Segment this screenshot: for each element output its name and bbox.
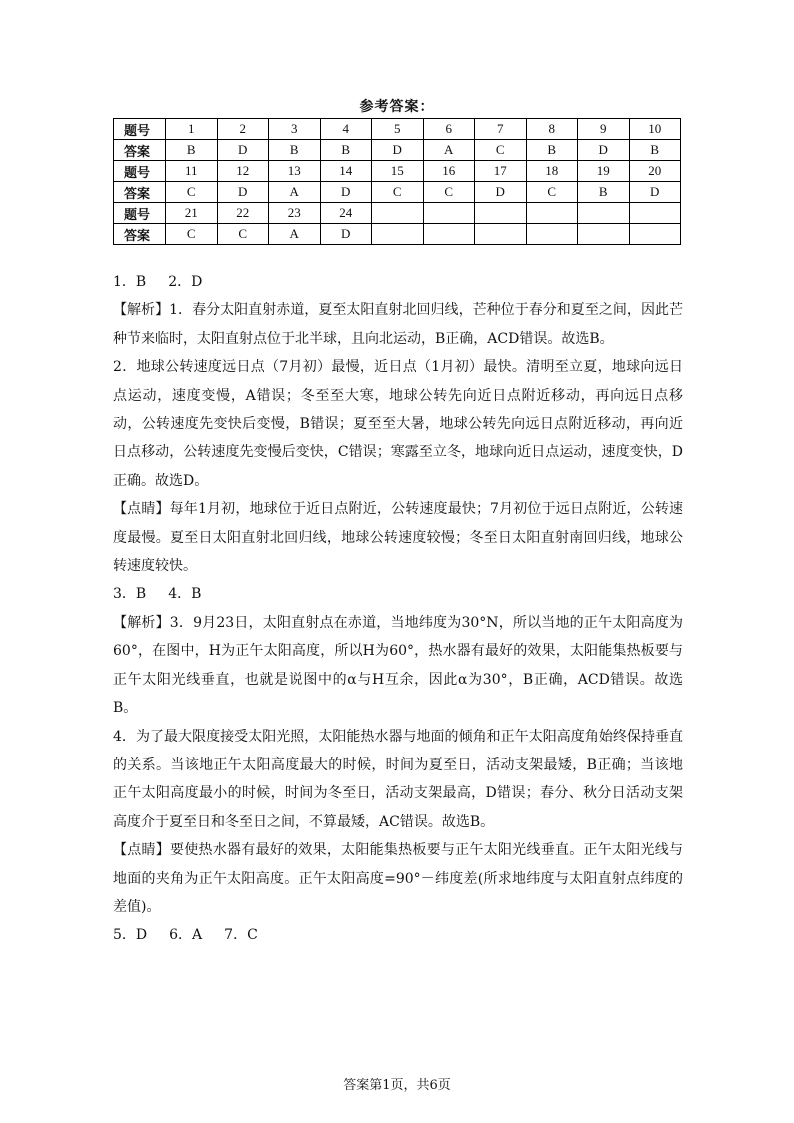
row-header: 答案 bbox=[114, 140, 166, 161]
row-header: 题号 bbox=[114, 119, 166, 140]
table-cell: 20 bbox=[629, 161, 681, 182]
answer-item: 1．B bbox=[113, 274, 147, 290]
table-cell bbox=[629, 203, 681, 224]
table-cell bbox=[526, 203, 578, 224]
tip-paragraph bbox=[113, 495, 683, 580]
table-cell: D bbox=[629, 182, 681, 203]
table-cell bbox=[475, 224, 527, 245]
table-cell: C bbox=[166, 182, 218, 203]
table-cell: D bbox=[217, 182, 269, 203]
table-cell: B bbox=[269, 140, 321, 161]
answer-table-row bbox=[114, 140, 681, 161]
analysis-text: 1．春分太阳直射赤道，夏至太阳直射北回归线，芒种位于春分和夏至之间，因此芒种节来临时，太阳直射点位于北半球，且向北运动，B正确，ACD错误。故选B。 bbox=[113, 302, 683, 347]
table-cell: 9 bbox=[578, 119, 630, 140]
row-header: 题号 bbox=[114, 161, 166, 182]
table-cell: 2 bbox=[217, 119, 269, 140]
table-cell: 4 bbox=[320, 119, 372, 140]
table-cell bbox=[372, 224, 424, 245]
answer-table bbox=[113, 118, 681, 245]
table-cell: D bbox=[320, 224, 372, 245]
answer-table-row bbox=[114, 224, 681, 245]
table-cell: A bbox=[269, 182, 321, 203]
table-cell: D bbox=[217, 140, 269, 161]
table-cell: 15 bbox=[372, 161, 424, 182]
table-cell: C bbox=[526, 182, 578, 203]
tip-paragraph bbox=[113, 836, 683, 921]
answer-item: 6．A bbox=[169, 927, 203, 944]
answer-item: 5．D bbox=[113, 927, 148, 944]
table-cell: D bbox=[578, 140, 630, 161]
table-cell: 3 bbox=[269, 119, 321, 140]
table-cell: B bbox=[629, 140, 681, 161]
analysis-paragraph: 2．地球公转速度远日点（7月初）最慢，近日点（1月初）最快。清明至立夏，地球向远日点运动，速度变慢，A错误；冬至至大寒，地球公转先向近日点附近移动，再向远日点移动，公转速度先变快后变慢，B错误；夏至至大暑，地球公转先向远日点附近移动，再向近日点移动，公转速度先变慢后变快，C错误；寒露至立冬，地球向近日点运动，速度变快，D正确。故选D。 bbox=[113, 359, 683, 489]
table-cell: 19 bbox=[578, 161, 630, 182]
table-cell: B bbox=[166, 140, 218, 161]
table-cell: C bbox=[217, 224, 269, 245]
row-header: 答案 bbox=[114, 224, 166, 245]
answer-table-row bbox=[114, 182, 681, 203]
table-cell: D bbox=[372, 140, 424, 161]
analysis-text: 3．9月23日，太阳直射点在赤道，当地纬度为30°N，所以当地的正午太阳高度为60°，在图中，H为正午太阳高度，所以H为60°，热水器有最好的效果，太阳能集热板要与正午太阳光线垂直，也就是说图中的α与H互余，因此α为30°，B正确，ACD错误。故选B。 bbox=[113, 614, 684, 717]
tip-text: 每年1月初，地球位于近日点附近，公转速度最快；7月初位于远日点附近，公转速度最慢。夏至日太阳直射北回归线，地球公转速度较慢；冬至日太阳直射南回归线，地球公转速度较快。 bbox=[113, 501, 684, 575]
table-cell: C bbox=[423, 182, 475, 203]
table-cell: 18 bbox=[526, 161, 578, 182]
table-cell: C bbox=[475, 140, 527, 161]
table-cell: 11 bbox=[166, 161, 218, 182]
table-cell: B bbox=[320, 140, 372, 161]
table-cell bbox=[629, 224, 681, 245]
table-cell: 24 bbox=[320, 203, 372, 224]
table-cell: 6 bbox=[423, 119, 475, 140]
table-cell: 10 bbox=[629, 119, 681, 140]
analysis-tag: 【解析】 bbox=[113, 614, 170, 631]
table-cell bbox=[475, 203, 527, 224]
table-cell: 21 bbox=[166, 203, 218, 224]
table-cell: 14 bbox=[320, 161, 372, 182]
table-cell bbox=[372, 203, 424, 224]
table-cell bbox=[423, 224, 475, 245]
answers-3-4 bbox=[113, 580, 683, 608]
table-cell: 12 bbox=[217, 161, 269, 182]
analysis-tag: 【解析】 bbox=[113, 302, 170, 319]
answer-item: 3．B bbox=[113, 586, 147, 603]
table-cell: D bbox=[475, 182, 527, 203]
analysis-paragraph bbox=[113, 296, 683, 353]
row-header: 题号 bbox=[114, 203, 166, 224]
table-cell: A bbox=[269, 224, 321, 245]
row-header: 答案 bbox=[114, 182, 166, 203]
table-cell bbox=[578, 203, 630, 224]
table-cell: C bbox=[166, 224, 218, 245]
page-title: 参考答案： bbox=[359, 99, 435, 115]
tip-text: 要使热水器有最好的效果，太阳能集热板要与正午太阳光线垂直。正午太阳光线与地面的夹角为正午太阳高度。正午太阳高度=90°－纬度差(所求地纬度与太阳直射点纬度的差值)。 bbox=[113, 842, 684, 915]
tip-tag: 【点睛】 bbox=[113, 842, 171, 859]
table-cell: 23 bbox=[269, 203, 321, 224]
table-cell: C bbox=[372, 182, 424, 203]
table-cell bbox=[526, 224, 578, 245]
tip-tag: 【点睛】 bbox=[113, 501, 170, 518]
table-cell: A bbox=[423, 140, 475, 161]
table-cell: 16 bbox=[423, 161, 475, 182]
table-cell: B bbox=[526, 140, 578, 161]
page-footer: 答案第1页，共6页 bbox=[343, 1078, 451, 1093]
analysis-paragraph: 4．为了最大限度接受太阳光照，太阳能热水器与地面的倾角和正午太阳高度角始终保持垂直的关系。当该地正午太阳高度最大的时候，时间为夏至日，活动支架最矮，B正确；当该地正午太阳高度最小的时候，时间为冬至日，活动支架最高，D错误；春分、秋分日活动支架高度介于夏至日和冬至日之间，不算最矮，AC错误。故选B。 bbox=[113, 728, 683, 830]
table-cell: 22 bbox=[217, 203, 269, 224]
table-cell: 1 bbox=[166, 119, 218, 140]
analysis-paragraph bbox=[113, 609, 683, 723]
answers-1-2 bbox=[113, 268, 683, 296]
answers-5-7 bbox=[113, 921, 683, 949]
table-cell: 5 bbox=[372, 119, 424, 140]
table-cell bbox=[578, 224, 630, 245]
answer-item: 4．B bbox=[168, 586, 202, 603]
table-cell: 7 bbox=[475, 119, 527, 140]
answer-item: 7．C bbox=[224, 927, 258, 944]
answer-table-row bbox=[114, 119, 681, 140]
table-cell bbox=[423, 203, 475, 224]
table-cell: B bbox=[578, 182, 630, 203]
answer-table-row bbox=[114, 203, 681, 224]
table-cell: 8 bbox=[526, 119, 578, 140]
answer-item: 2．D bbox=[168, 274, 203, 290]
table-cell: 13 bbox=[269, 161, 321, 182]
answer-table-row bbox=[114, 161, 681, 182]
table-cell: D bbox=[320, 182, 372, 203]
answer-explanations bbox=[113, 268, 683, 950]
table-cell: 17 bbox=[475, 161, 527, 182]
